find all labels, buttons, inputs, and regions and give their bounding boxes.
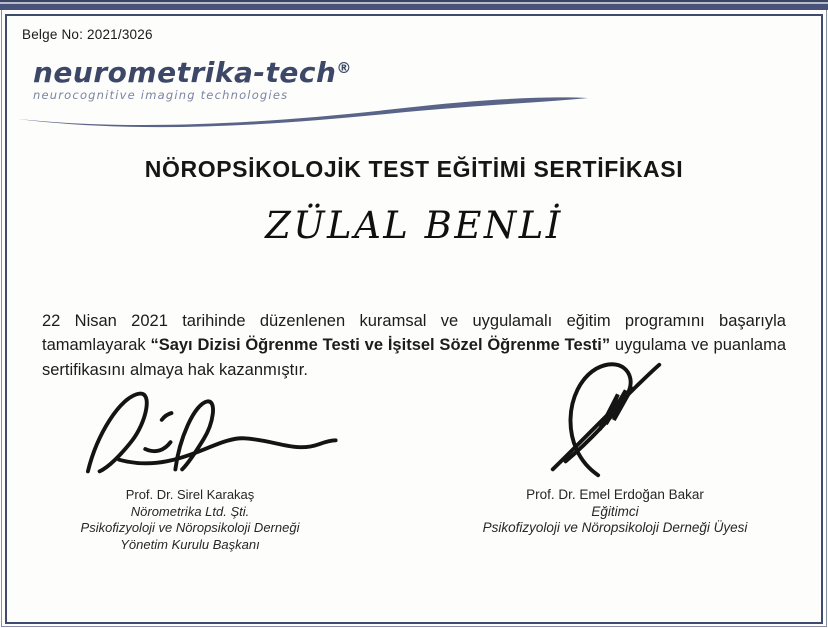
signature-emel-erdogan-bakar [537,357,675,483]
document-number: Belge No: 2021/3026 [22,27,153,42]
signatory-association: Psikofizyoloji ve Nöropsikoloji Derneği Üyesi [482,520,748,535]
certificate-title: NÖROPSİKOLOJİK TEST EĞİTİMİ SERTİFİKASI [144,156,684,182]
body-text-part1: 22 Nisan 2021 tarihinde düzenlenen kuramsal ve uygulamalı eğitim programını başarıyla tamamlayarak [42,311,786,355]
body-text-part2: uygulama ve puanlama sertifikasını almaya hak kazanmıştır. [42,336,786,379]
top-border-band [0,0,828,10]
body-text-test-names: “Sayı Dizisi Öğrenme Testi ve İşitsel Sözel Öğrenme Testi” [150,336,611,355]
swoosh-line-decoration [14,88,592,134]
recipient-name: ZÜLAL BENLİ [265,204,563,247]
logo-text: neurometrika-tech [33,56,337,89]
signatory-title: Yönetim Kurulu Başkanı [120,536,260,552]
signature-sirel-karakas [62,381,347,483]
signatory-block-right [440,487,790,537]
signatory-name: Prof. Dr. Sirel Karakaş [125,487,255,502]
logo-wordmark [33,58,593,87]
signatory-block-left [40,487,340,553]
signatory-title: Eğitimci [591,503,639,519]
logo-tagline: neurocognitive imaging technologies [33,88,289,103]
signatory-org: Nörometrika Ltd. Şti. [130,503,250,519]
signatory-name: Prof. Dr. Emel Erdoğan Bakar [526,487,704,502]
registered-trademark-icon: ® [336,59,352,77]
signatory-association: Psikofizyoloji ve Nöropsikoloji Derneği [80,520,300,535]
